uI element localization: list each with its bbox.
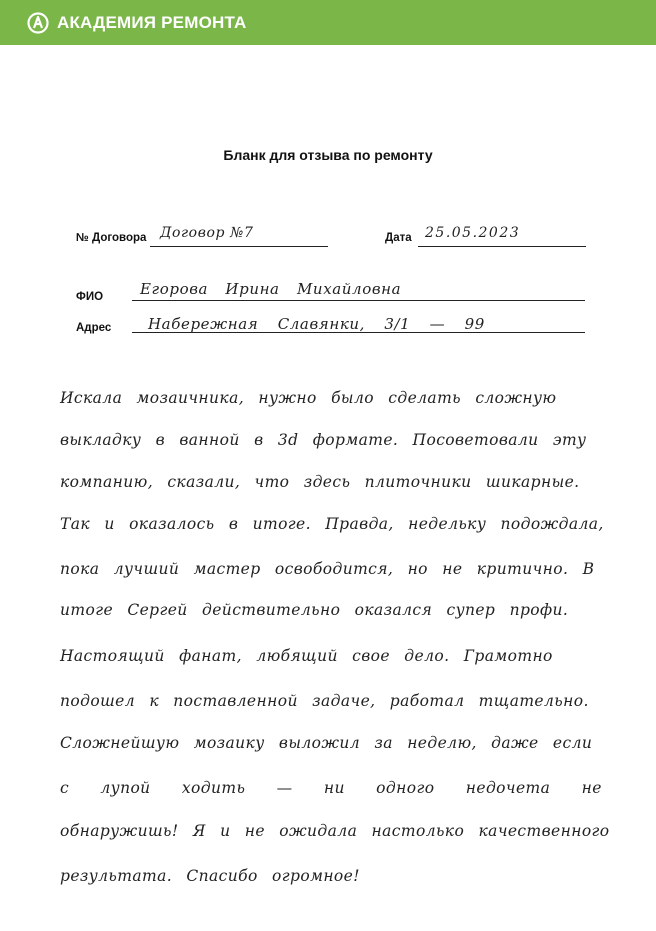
- contract-value: Договор №7: [160, 225, 254, 241]
- address-label: Адрес: [76, 322, 112, 334]
- contract-label: № Договора: [76, 232, 147, 244]
- review-line: Так и оказалось в итоге. Правда, недельку подождала,: [60, 515, 604, 533]
- review-line: пока лучший мастер освободится, но не критично. В: [60, 560, 595, 578]
- fio-line: [132, 300, 585, 301]
- review-line: с лупой ходить — ни одного недочета не: [60, 779, 602, 797]
- fio-label: ФИО: [76, 291, 104, 303]
- date-label: Дата: [385, 232, 412, 244]
- contract-line: [150, 246, 328, 247]
- review-line: Сложнейшую мозаику выложил за неделю, даже если: [60, 734, 593, 752]
- review-line: итоге Сергей действительно оказался супер профи.: [60, 601, 569, 619]
- brand-name: АКАДЕМИЯ РЕМОНТА: [57, 12, 247, 32]
- review-line: обнаружишь! Я и не ожидала настолько качественного: [60, 822, 610, 840]
- review-line: Настоящий фанат, любящий свое дело. Грамотно: [60, 647, 553, 665]
- academy-logo-icon: [27, 12, 49, 34]
- address-value: Набережная Славянки, 3/1 — 99: [148, 315, 485, 333]
- brand-header: [0, 0, 656, 45]
- fio-value: Егорова Ирина Михайловна: [140, 280, 402, 298]
- brand-logo[interactable]: [27, 12, 246, 34]
- form-title: Бланк для отзыва по ремонту: [223, 147, 433, 163]
- review-line: Искала мозаичника, нужно было сделать сложную: [60, 389, 557, 407]
- review-line: подошел к поставленной задаче, работал тщательно.: [60, 692, 589, 710]
- review-line: результата. Спасибо огромное!: [60, 867, 360, 885]
- review-line: выкладку в ванной в 3d формате. Посоветовали эту: [60, 431, 587, 449]
- review-line: компанию, сказали, что здесь плиточники шикарные.: [60, 473, 580, 491]
- address-line: [132, 332, 585, 333]
- date-value: 25.05.2023: [425, 225, 521, 241]
- date-line: [418, 246, 586, 247]
